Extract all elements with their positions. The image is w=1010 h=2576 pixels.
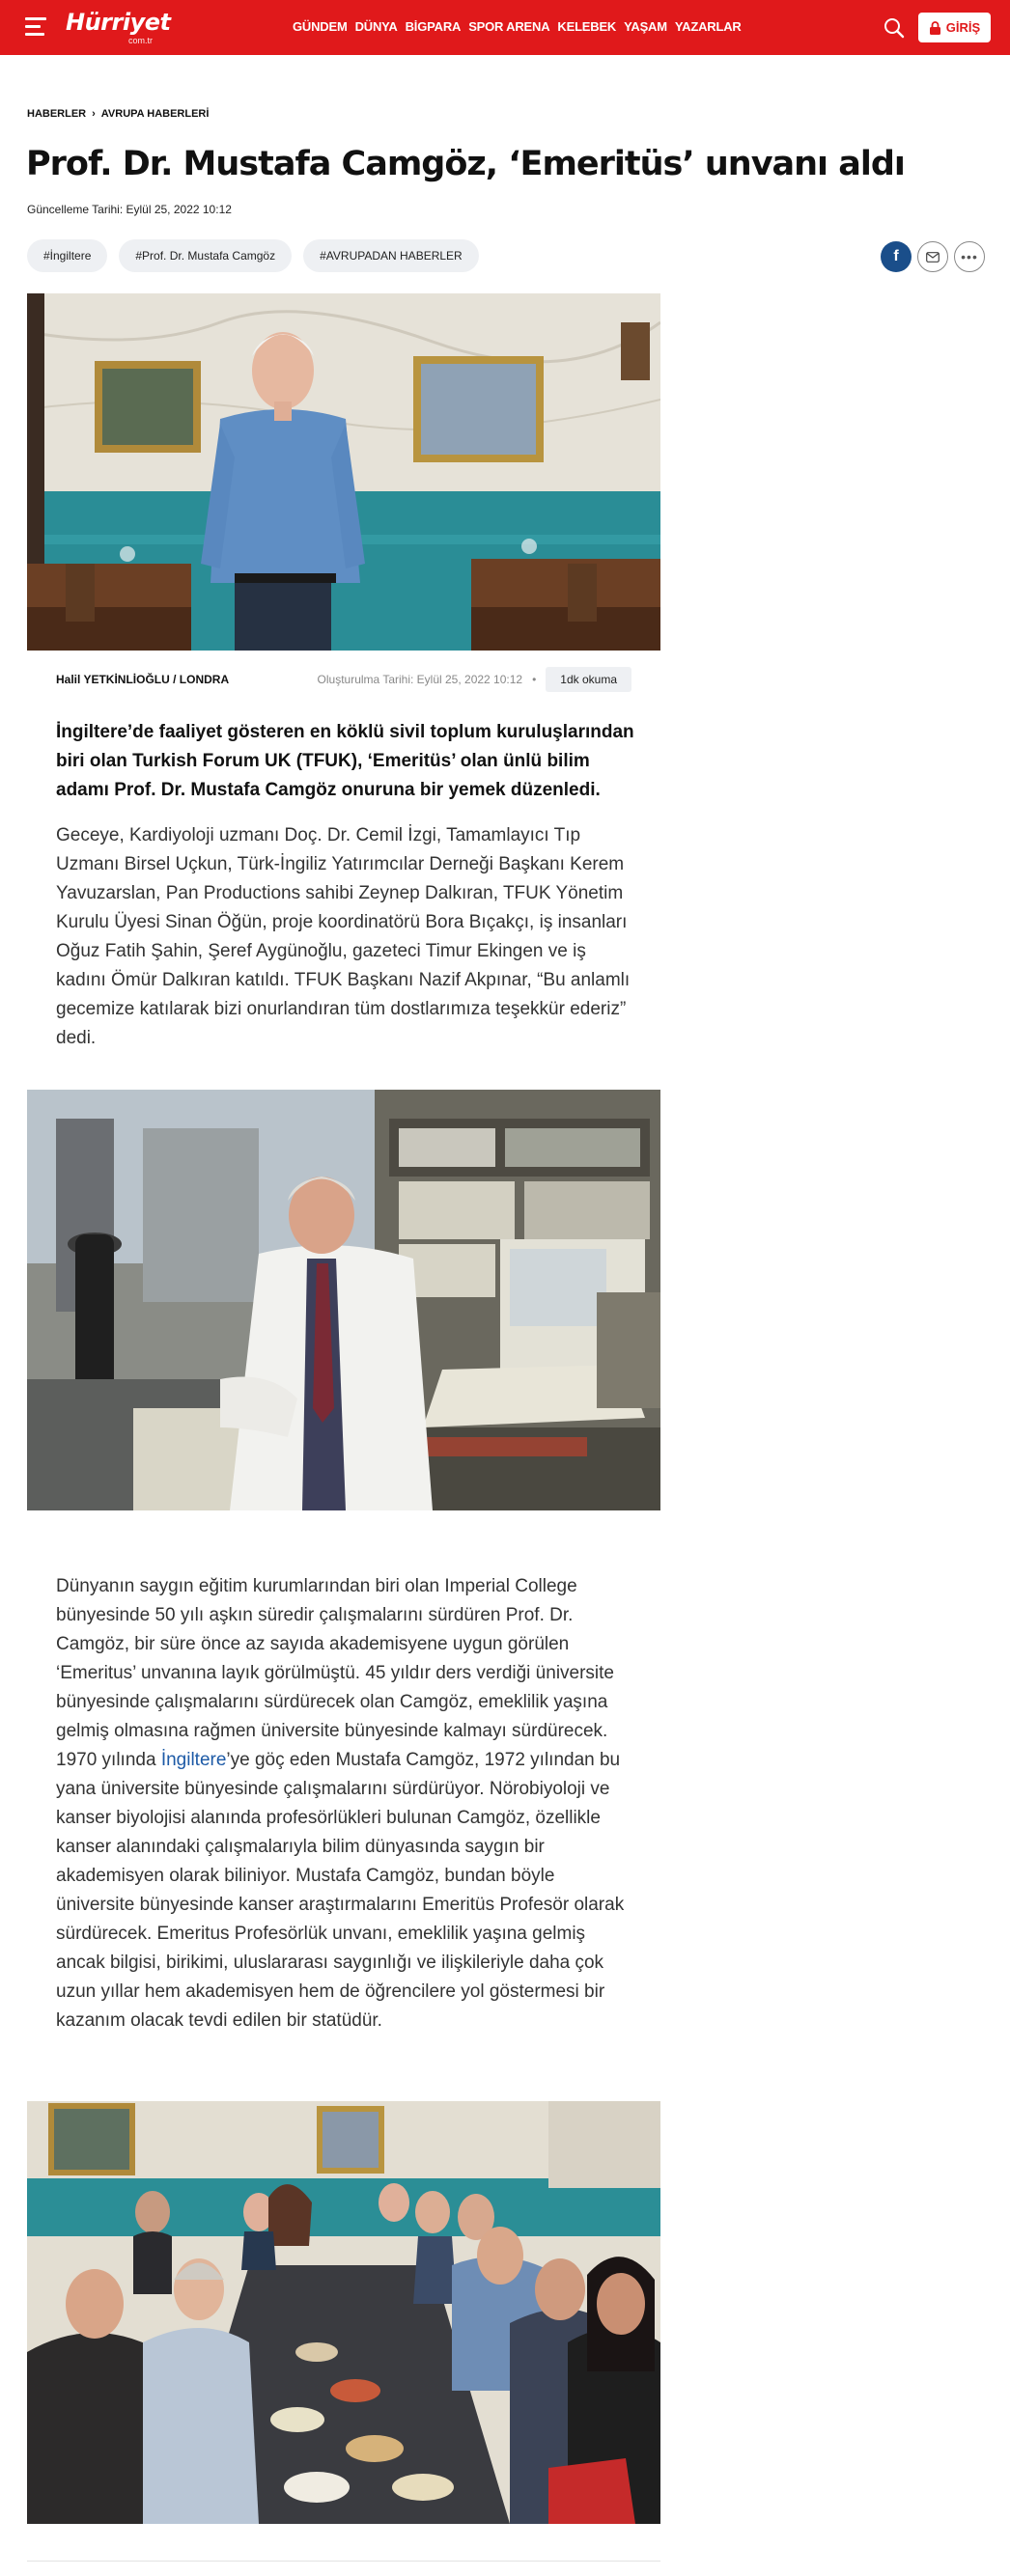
author-name[interactable]: Halil YETKİNLİOĞLU / LONDRA <box>56 673 230 686</box>
facebook-icon: f <box>893 248 899 264</box>
menu-icon[interactable] <box>25 17 46 37</box>
link-ingiltere[interactable]: İngiltere <box>160 1750 227 1770</box>
nav-item-bigpara[interactable]: BİGPARA <box>405 19 462 34</box>
article-title: Prof. Dr. Mustafa Camgöz, ‘Emeritüs’ unvanı aldı <box>26 145 905 183</box>
article-lead: İngiltere’de faaliyet gösteren en köklü sivil toplum kuruluşlarından biri olan Turkish Forum UK (TFUK), ‘Emeritüs’ olan ünlü bilim adamı Prof. Dr. Mustafa Camgöz onuruna bir yemek düzenledi. <box>56 722 634 800</box>
nav-item-dunya[interactable]: DÜNYA <box>354 19 398 34</box>
article-lab-image <box>27 1090 660 1510</box>
tag-list <box>27 239 479 272</box>
article-group-image <box>27 2101 660 2524</box>
breadcrumb-item-avrupa[interactable]: AVRUPA HABERLERİ <box>100 108 210 120</box>
more-share-button[interactable] <box>954 241 985 272</box>
updated-date: Güncelleme Tarihi: Eylül 25, 2022 10:12 <box>27 203 232 216</box>
email-share-button[interactable] <box>917 241 948 272</box>
tag-avrupadan-haberler[interactable]: #AVRUPADAN HABERLER <box>303 239 479 272</box>
created-date: Oluşturulma Tarihi: Eylül 25, 2022 10:12 <box>317 673 523 686</box>
nav-item-yazarlar[interactable]: YAZARLAR <box>674 19 742 34</box>
tag-ingiltere[interactable]: #İngiltere <box>27 239 107 272</box>
logo-subtext: com.tr <box>128 36 154 45</box>
search-icon[interactable] <box>884 17 905 39</box>
nav-item-gundem[interactable]: GÜNDEM <box>293 19 348 34</box>
top-header <box>0 0 1010 55</box>
article-meta <box>56 666 631 693</box>
article-main-image <box>27 293 660 651</box>
share-buttons <box>881 241 985 272</box>
tag-camgoz[interactable]: #Prof. Dr. Mustafa Camgöz <box>119 239 292 272</box>
main-nav <box>293 19 749 34</box>
breadcrumb <box>27 108 209 120</box>
paragraph-2-text-after: ’ye göç eden Mustafa Camgöz, 1972 yılından bu yana üniversite bünyesinde çalışmalarını sürdürüyor. Nörobiyoloji ve kanser biyolojisi alanında profesörlükleri bulunan Camgöz, özellikle kanser alanındaki çalışmalarıyla bilim dünyasında saygın bir akademisyen olarak biliniyor. Mustafa Camgöz, bundan böyle üniversite bünyesinde kanser araştırmalarını Emeritüs Profesör olarak sürdürecek. Emeritus Profesörlük unvanı, emeklilik yaşına gelmiş ancak bilgisi, birikimi, uluslararası saygınlığı ve ilişkileriyle daha çok uzun yıllar hem akademisyen hem de öğrencilere yol göstermesi bir kazanım olacak tevdi edilen bir statüdür. <box>56 1750 625 2031</box>
login-label: GİRİŞ <box>945 20 981 35</box>
nav-item-spor-arena[interactable]: SPOR ARENA <box>468 19 550 34</box>
article-paragraph-2 <box>56 1572 635 2036</box>
logo-text: Hürriyet <box>66 9 171 36</box>
mail-icon <box>926 252 940 263</box>
nav-item-kelebek[interactable]: KELEBEK <box>557 19 617 34</box>
content-divider <box>27 2561 660 2562</box>
site-logo[interactable] <box>66 9 171 45</box>
login-button[interactable] <box>918 13 991 42</box>
chevron-right-icon: › <box>92 108 96 120</box>
article-paragraph-1: Geceye, Kardiyoloji uzmanı Doç. Dr. Cemil İzgi, Tamamlayıcı Tıp Uzmanı Birsel Uçkun, Türk-İngiliz Yatırımcılar Derneği Başkanı Kerem Yavuzarslan, Pan Productions sahibi Zeynep Dalkıran, TFUK Yönetim Kurulu Üyesi Sinan Öğün, proje koordinatörü Bora Bıçakçı, iş insanları Oğuz Fatih Şahin, Şeref Aygünoğlu, gazeteci Timur Ekingen ve iş kadını Ömür Dalkıran katıldı. TFUK Başkanı Nazif Akpınar, “Bu anlamlı gecemize katılarak bizi onurlandıran tüm dostlarımıza teşekkür ederiz” dedi. <box>56 825 631 1048</box>
lock-icon <box>929 21 941 35</box>
nav-item-yasam[interactable]: YAŞAM <box>624 19 667 34</box>
facebook-share-button[interactable] <box>881 241 912 272</box>
read-time-badge: 1dk okuma <box>546 667 631 692</box>
paragraph-2-text-before: Dünyanın saygın eğitim kurumlarından biri olan Imperial College bünyesinde 50 yılı aşkın süredir çalışmalarını sürdüren Prof. Dr. Camgöz, bir süre önce az sayıda akademisyene uygun görülen ‘Emeritus’ unvanına layık görülmüştü. 45 yıldır ders verdiği üniversite bünyesinde çalışmalarını sürdürecek olan Camgöz, emeklilik yaşına gelmiş olmasına rağmen üniversite bünyesinde kalmayı sürdürecek. 1970 yılında <box>56 1576 614 1770</box>
meta-separator: • <box>532 673 537 686</box>
more-icon: ••• <box>961 249 978 264</box>
breadcrumb-item-haberler[interactable]: HABERLER <box>27 108 87 120</box>
